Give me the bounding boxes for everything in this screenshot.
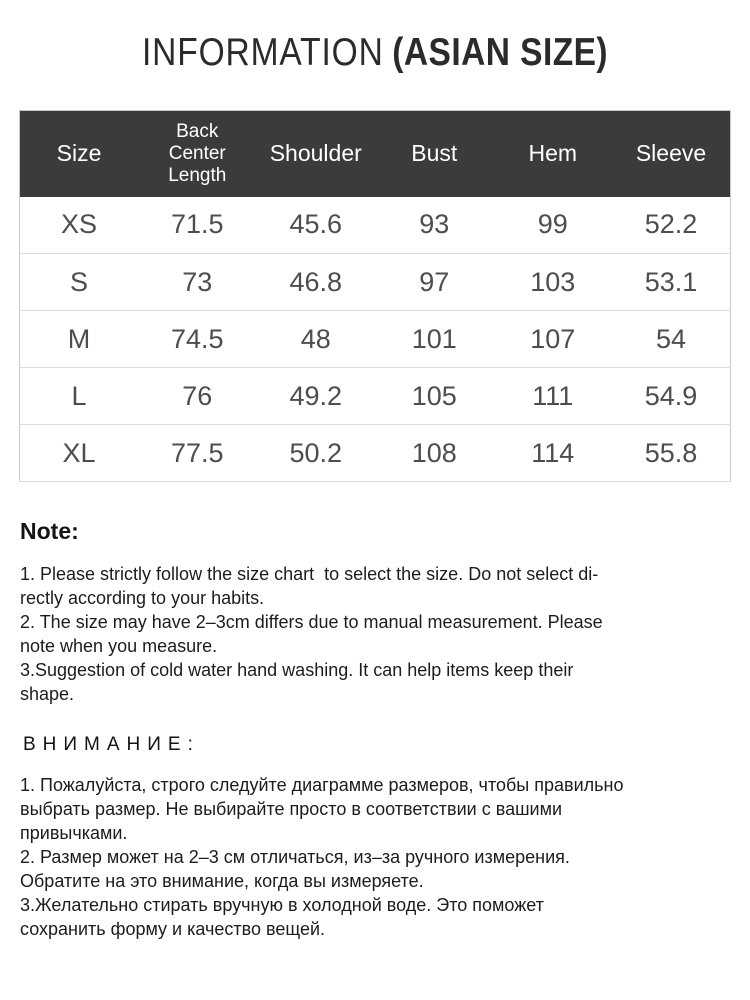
size-table-body (20, 197, 731, 482)
attention-line: выбрать размер. Не выбирайте просто в соответствии с вашими (20, 799, 563, 819)
cell-sleeve: 55.8 (612, 425, 731, 482)
cell-hem: 103 (494, 254, 613, 311)
note-line: shape. (20, 684, 75, 704)
note-line: note when you measure. (20, 636, 218, 656)
cell-bust: 108 (375, 425, 494, 482)
note-line: 3.Suggestion of cold water hand washing. It can help items keep their (20, 660, 574, 680)
notes-content (0, 518, 750, 941)
cell-shoulder: 49.2 (257, 368, 376, 425)
title-bold-part: (ASIAN SIZE) (392, 31, 609, 74)
cell-hem: 107 (494, 311, 613, 368)
col-header-back-center-length: Back Center Length (138, 111, 257, 197)
attention-text (20, 773, 730, 941)
size-table (19, 110, 731, 482)
cell-size: L (20, 368, 139, 425)
attention-line: сохранить форму и качество вещей. (20, 919, 326, 939)
table-row-xl (20, 425, 731, 482)
table-row-xs (20, 197, 731, 254)
cell-size: XL (20, 425, 139, 482)
cell-back-center-length: 77.5 (138, 425, 257, 482)
col-header-hem: Hem (494, 111, 613, 197)
size-table-head (20, 111, 731, 197)
col-header-bust: Bust (375, 111, 494, 197)
cell-sleeve: 54.9 (612, 368, 731, 425)
cell-sleeve: 54 (612, 311, 731, 368)
cell-shoulder: 48 (257, 311, 376, 368)
cell-hem: 111 (494, 368, 613, 425)
cell-bust: 101 (375, 311, 494, 368)
attention-line: 3.Желательно стирать вручную в холодной воде. Это поможет (20, 895, 544, 915)
cell-back-center-length: 73 (138, 254, 257, 311)
col-header-shoulder: Shoulder (257, 111, 376, 197)
cell-bust: 93 (375, 197, 494, 254)
cell-sleeve: 52.2 (612, 197, 731, 254)
cell-hem: 99 (494, 197, 613, 254)
page-title (53, 30, 698, 76)
attention-line: Обратите на это внимание, когда вы измеряете. (20, 871, 424, 891)
cell-size: XS (20, 197, 139, 254)
table-row-l (20, 368, 731, 425)
cell-bust: 97 (375, 254, 494, 311)
note-text (20, 562, 730, 706)
title-light-part: INFORMATION (141, 31, 384, 74)
cell-shoulder: 45.6 (257, 197, 376, 254)
note-line: 1. Please strictly follow the size chart to select the size. Do not select di- (20, 564, 599, 584)
cell-hem: 114 (494, 425, 613, 482)
cell-shoulder: 50.2 (257, 425, 376, 482)
attention-line: 1. Пожалуйста, строго следуйте диаграмме размеров, чтобы правильно (20, 775, 624, 795)
cell-back-center-length: 76 (138, 368, 257, 425)
attention-line: 2. Размер может на 2–3 см отличаться, из–за ручного измерения. (20, 847, 570, 867)
cell-bust: 105 (375, 368, 494, 425)
note-line: 2. The size may have 2–3cm differs due to manual measurement. Please (20, 612, 603, 632)
col-header-size: Size (20, 111, 139, 197)
cell-back-center-length: 74.5 (138, 311, 257, 368)
note-line: rectly according to your habits. (20, 588, 265, 608)
cell-sleeve: 53.1 (612, 254, 731, 311)
col-header-sleeve: Sleeve (612, 111, 731, 197)
table-row-m (20, 311, 731, 368)
size-table-header-row (20, 111, 731, 197)
cell-size: M (20, 311, 139, 368)
attention-line: привычками. (20, 823, 128, 843)
size-info-page (0, 30, 750, 1000)
note-heading: Note: (20, 518, 79, 544)
cell-shoulder: 46.8 (257, 254, 376, 311)
cell-back-center-length: 71.5 (138, 197, 257, 254)
table-row-s (20, 254, 731, 311)
cell-size: S (20, 254, 139, 311)
attention-heading: ВНИМАНИЕ: (23, 734, 200, 755)
